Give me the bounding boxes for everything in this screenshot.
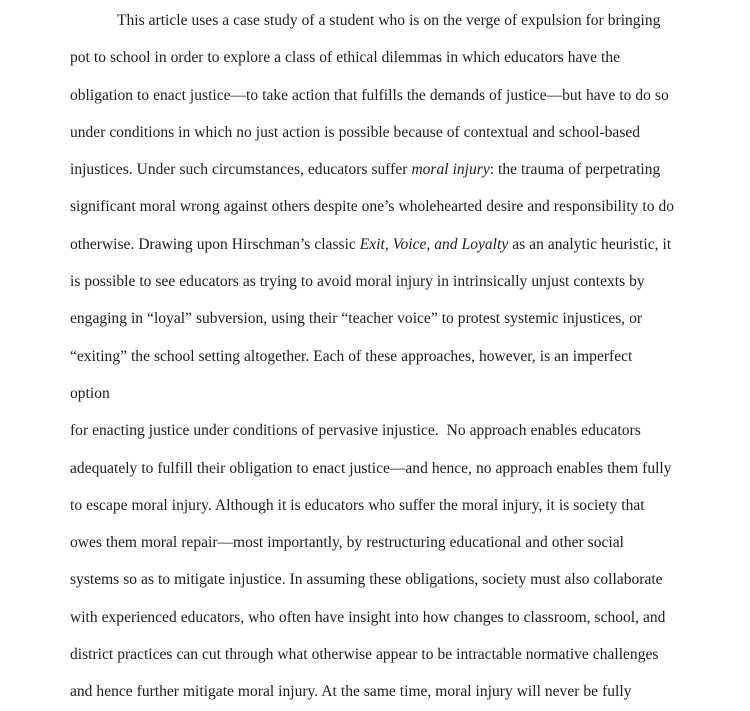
text-run-5: injustices. Under such circumstances, educators suffer: [70, 161, 412, 179]
text-run-12: “exiting” the school setting altogether. Each of these approaches, however, is an imperfect option: [70, 347, 633, 402]
emphasis-exit-voice-loyalty: Exit, Voice, and Loyalty: [359, 235, 509, 253]
text-run-17: systems so as to mitigate injustice. In assuming these obligations, society must also collaborate: [70, 571, 663, 589]
text-run-14: adequately to fulfill their obligation to enact justice—and hence, no approach enables them fully: [70, 459, 672, 477]
text-run-2: pot to school in order to explore a class of ethical dilemmas in which educators have the: [70, 49, 621, 67]
text-run-7: significant moral wrong against others despite one’s wholehearted desire and responsibility to do: [70, 198, 675, 216]
text-run-18: with experienced educators, who often have insight into how changes to classroom, school, and: [70, 608, 666, 626]
text-run-6: : the trauma of perpetrating: [489, 161, 661, 179]
text-run-8: otherwise. Drawing upon Hirschman’s classic: [70, 235, 360, 253]
emphasis-moral-injury: moral injury: [411, 161, 490, 179]
text-run-3: obligation to enact justice—to take action that fulfills the demands of justice—but have to do so: [70, 86, 669, 104]
text-run-19: district practices can cut through what otherwise appear to be intractable normative challenges: [70, 646, 659, 664]
text-run-15: to escape moral injury. Although it is educators who suffer the moral injury, it is society that: [70, 496, 645, 514]
text-run-1: This article uses a case study of a student who is on the verge of expulsion for bringing: [117, 12, 661, 29]
text-run-4: under conditions in which no just action is possible because of contextual and school-based: [70, 123, 641, 141]
text-run-9: as an analytic heuristic, it: [508, 235, 672, 253]
abstract-paragraph: [70, 2, 676, 711]
text-run-10: is possible to see educators as trying to avoid moral injury in intrinsically unjust contexts by: [70, 273, 645, 291]
text-run-20: and hence further mitigate moral injury. At the same time, moral injury will never be fully: [70, 683, 632, 701]
text-run-13: for enacting justice under conditions of pervasive injustice. No approach enables educators: [70, 422, 641, 440]
text-run-16: owes them moral repair—most importantly, by restructuring educational and other social: [70, 534, 624, 552]
abstract-text-column: [70, 2, 676, 711]
text-run-11: engaging in “loyal” subversion, using their “teacher voice” to protest systemic injustices, or: [70, 310, 643, 328]
